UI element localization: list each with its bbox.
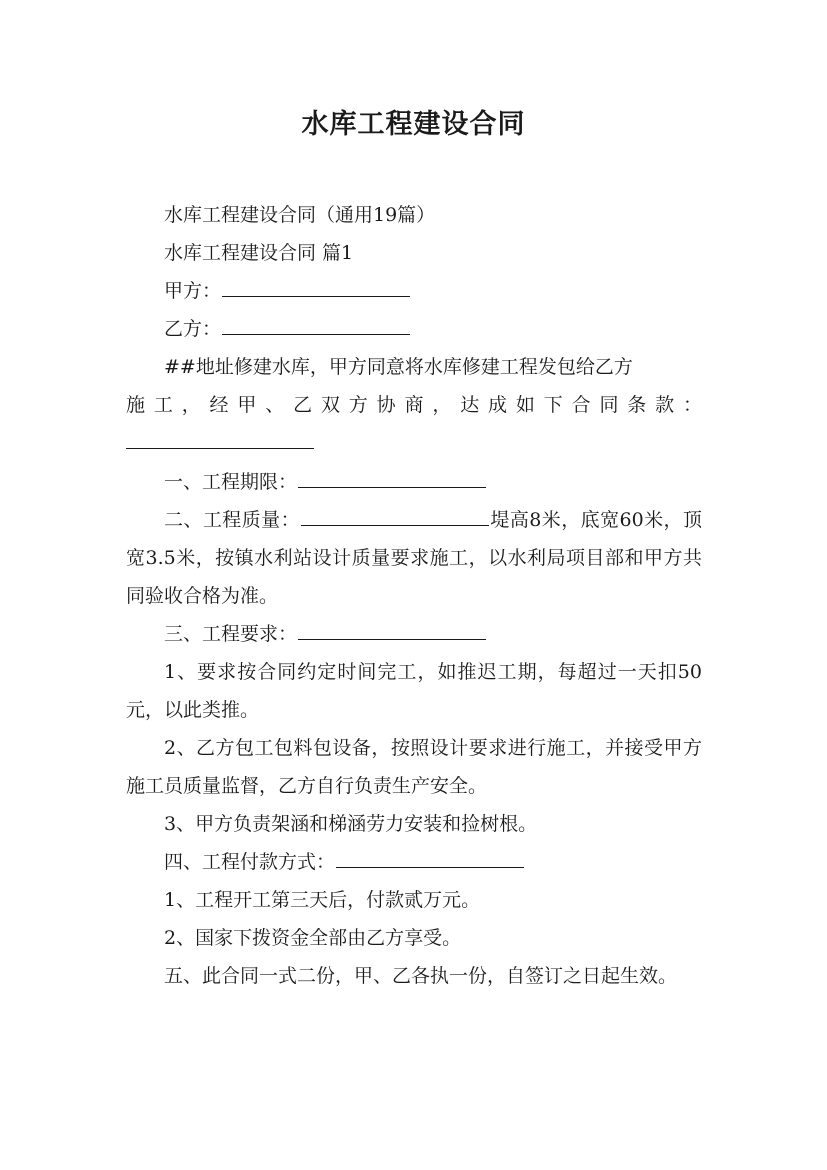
clause-3 <box>126 615 702 653</box>
clause-5: 五、此合同一式二份，甲、乙各执一份，自签订之日起生效。 <box>164 965 678 987</box>
document-body <box>126 196 702 995</box>
clause-2-text: 堤高8米，底宽60米，顶宽3.5米，按镇水利站设计质量要求施工，以水利局项目部和甲方共同验收合格为准。 <box>126 509 702 607</box>
clause-3-blank <box>298 617 486 640</box>
document-title: 水库工程建设合同 <box>301 109 526 140</box>
intro-line-2: 施工，经甲、乙双方协商，达成如下合同条款： <box>126 394 702 416</box>
clause-4-item-2: 2、国家下拨资金全部由乙方享受。 <box>164 927 462 949</box>
clause-2-blank <box>301 503 489 526</box>
party-b-line <box>126 310 702 348</box>
clause-3-item-3: 3、甲方负责架涵和梯涵劳力安装和捡树根。 <box>164 813 538 835</box>
clause-4 <box>126 843 702 881</box>
clause-3-item-2: 2、乙方包工包料包设备，按照设计要求进行施工，并接受甲方施工员质量监督，乙方自行负责生产安全。 <box>126 737 702 797</box>
party-a-label: 甲方： <box>164 280 222 302</box>
party-a-line <box>126 272 702 310</box>
intro-paragraph <box>126 348 702 386</box>
intro-blank <box>126 424 314 449</box>
clause-3-item-1: 1、要求按合同约定时间完工，如推迟工期，每超过一天扣50元，以此类推。 <box>126 661 702 721</box>
intro-line-1: ##地址修建水库，甲方同意将水库修建工程发包给乙方 <box>164 356 633 378</box>
clause-2 <box>126 501 702 615</box>
clause-1-label: 一、工程期限： <box>164 471 298 493</box>
clause-1-blank <box>298 465 486 488</box>
section-heading: 水库工程建设合同 篇1 <box>164 242 354 264</box>
clause-1 <box>126 463 702 501</box>
party-a-blank <box>222 274 410 297</box>
clause-4-blank <box>336 845 524 868</box>
party-b-blank <box>222 312 410 335</box>
party-b-label: 乙方： <box>164 318 222 340</box>
clause-4-item-1: 1、工程开工第三天后，付款贰万元。 <box>164 889 481 911</box>
subtitle: 水库工程建设合同（通用19篇） <box>164 204 436 226</box>
intro-line-2-para <box>126 386 702 424</box>
clause-4-label: 四、工程付款方式： <box>164 851 336 873</box>
clause-3-label: 三、工程要求： <box>164 623 298 645</box>
clause-2-label: 二、工程质量： <box>164 509 300 531</box>
